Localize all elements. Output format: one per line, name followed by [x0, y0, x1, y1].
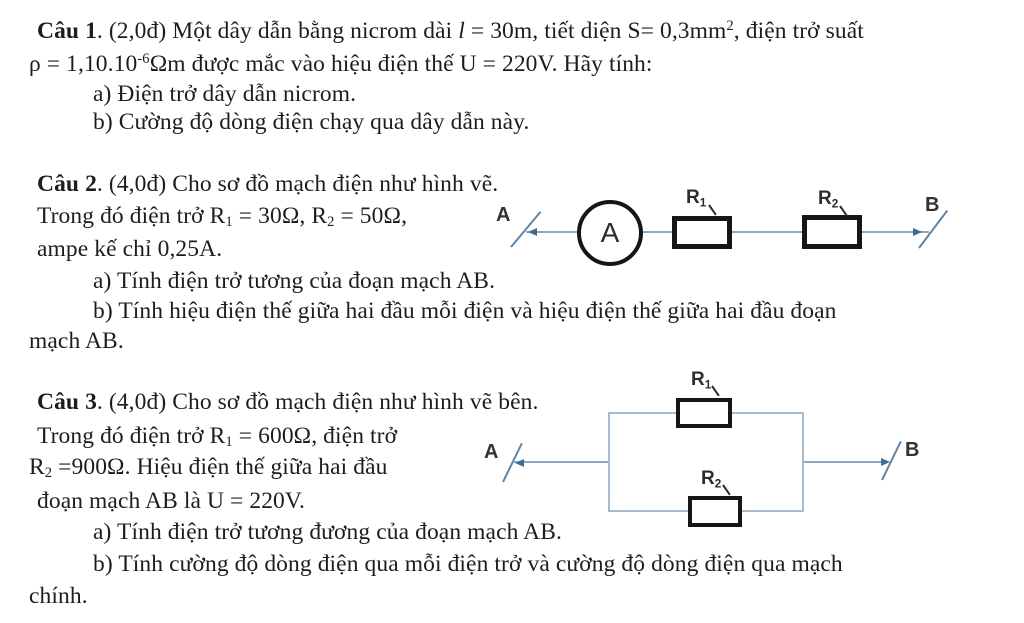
cau1-item-a: a) Điện trở dây dẫn nicrom.: [93, 81, 357, 107]
cau1-line2: $\rho = 1,10.10^{-6}\Omega m$ được mắc vào hiệu điện thế U = 220V. Hãy tính:: [29, 51, 653, 77]
wire-arrowhead-left: [528, 228, 537, 236]
ammeter-label: A: [600, 217, 620, 248]
cau3-line3: $R_2 =900\Omega$. Hiệu điện thế giữa hai đầu: [29, 454, 388, 482]
wire: [513, 461, 608, 463]
r1-label-tick: [711, 385, 720, 396]
wire: [731, 231, 803, 233]
cau3-line1: Câu 3. (4,0đ) Cho sơ đồ mạch điện như hình vẽ bên.: [37, 389, 539, 415]
resistor-r2: [802, 215, 862, 249]
cau2-item-a: a) Tính điện trở tương của đoạn mạch AB.: [93, 268, 496, 294]
cau1-item-b: b) Cường độ dòng điện chạy qua dây dẫn này.: [93, 109, 530, 135]
wire-arrowhead-right: [913, 228, 922, 236]
cau3-item-a: a) Tính điện trở tương đương của đoạn mạch AB.: [93, 519, 562, 545]
cau3-item-b-cont: chính.: [29, 583, 88, 609]
cau2-item-b: b) Tính hiệu điện thế giữa hai đầu mỗi điện và hiệu điện thế giữa hai đầu đoạn: [93, 298, 837, 324]
cau3-item-b: b) Tính cường độ dòng điện qua mỗi điện trở và cường độ dòng điện qua mạch: [93, 551, 843, 577]
cau3-line4: đoạn mạch AB là U = 220V.: [37, 488, 305, 514]
cau1-line1: Câu 1. (2,0đ) Một dây dẫn bằng nicrom dài l = 30m, tiết diện $S= 0,3mm^2$, điện trở suất: [37, 18, 864, 44]
terminal-b-label: B: [925, 194, 940, 216]
resistor-r2-label: $R_2$: [701, 468, 722, 491]
r1-label-tick: [708, 204, 717, 215]
wire: [804, 461, 888, 463]
wire-arrowhead-right: [881, 458, 890, 466]
resistor-r1-label: $R_1$: [691, 369, 712, 392]
resistor-r2-label: $R_2$: [818, 188, 839, 211]
cau2-line2: Trong đó điện trở $R_1 = 30\Omega$, $R_2 = 50\Omega$,: [37, 203, 408, 231]
resistor-r1: [672, 216, 732, 249]
ammeter: [577, 200, 643, 266]
cau3-line2: Trong đó điện trở $R_1 = 600\Omega$, điện trở: [37, 423, 398, 451]
resistor-r1: [676, 398, 732, 428]
wire-arrowhead-left: [515, 459, 524, 467]
cau2-line3: ampe kế chỉ 0,25A.: [37, 236, 223, 262]
cau2-item-b-cont: mạch AB.: [29, 328, 124, 354]
resistor-r1-label: $R_1$: [686, 187, 707, 210]
wire: [643, 231, 673, 233]
cau2-line1: Câu 2. (4,0đ) Cho sơ đồ mạch điện như hình vẽ.: [37, 171, 499, 197]
terminal-a-label: A: [484, 441, 499, 463]
terminal-b-label: B: [905, 439, 920, 461]
terminal-a-label: A: [496, 204, 511, 226]
resistor-r2: [688, 496, 742, 527]
